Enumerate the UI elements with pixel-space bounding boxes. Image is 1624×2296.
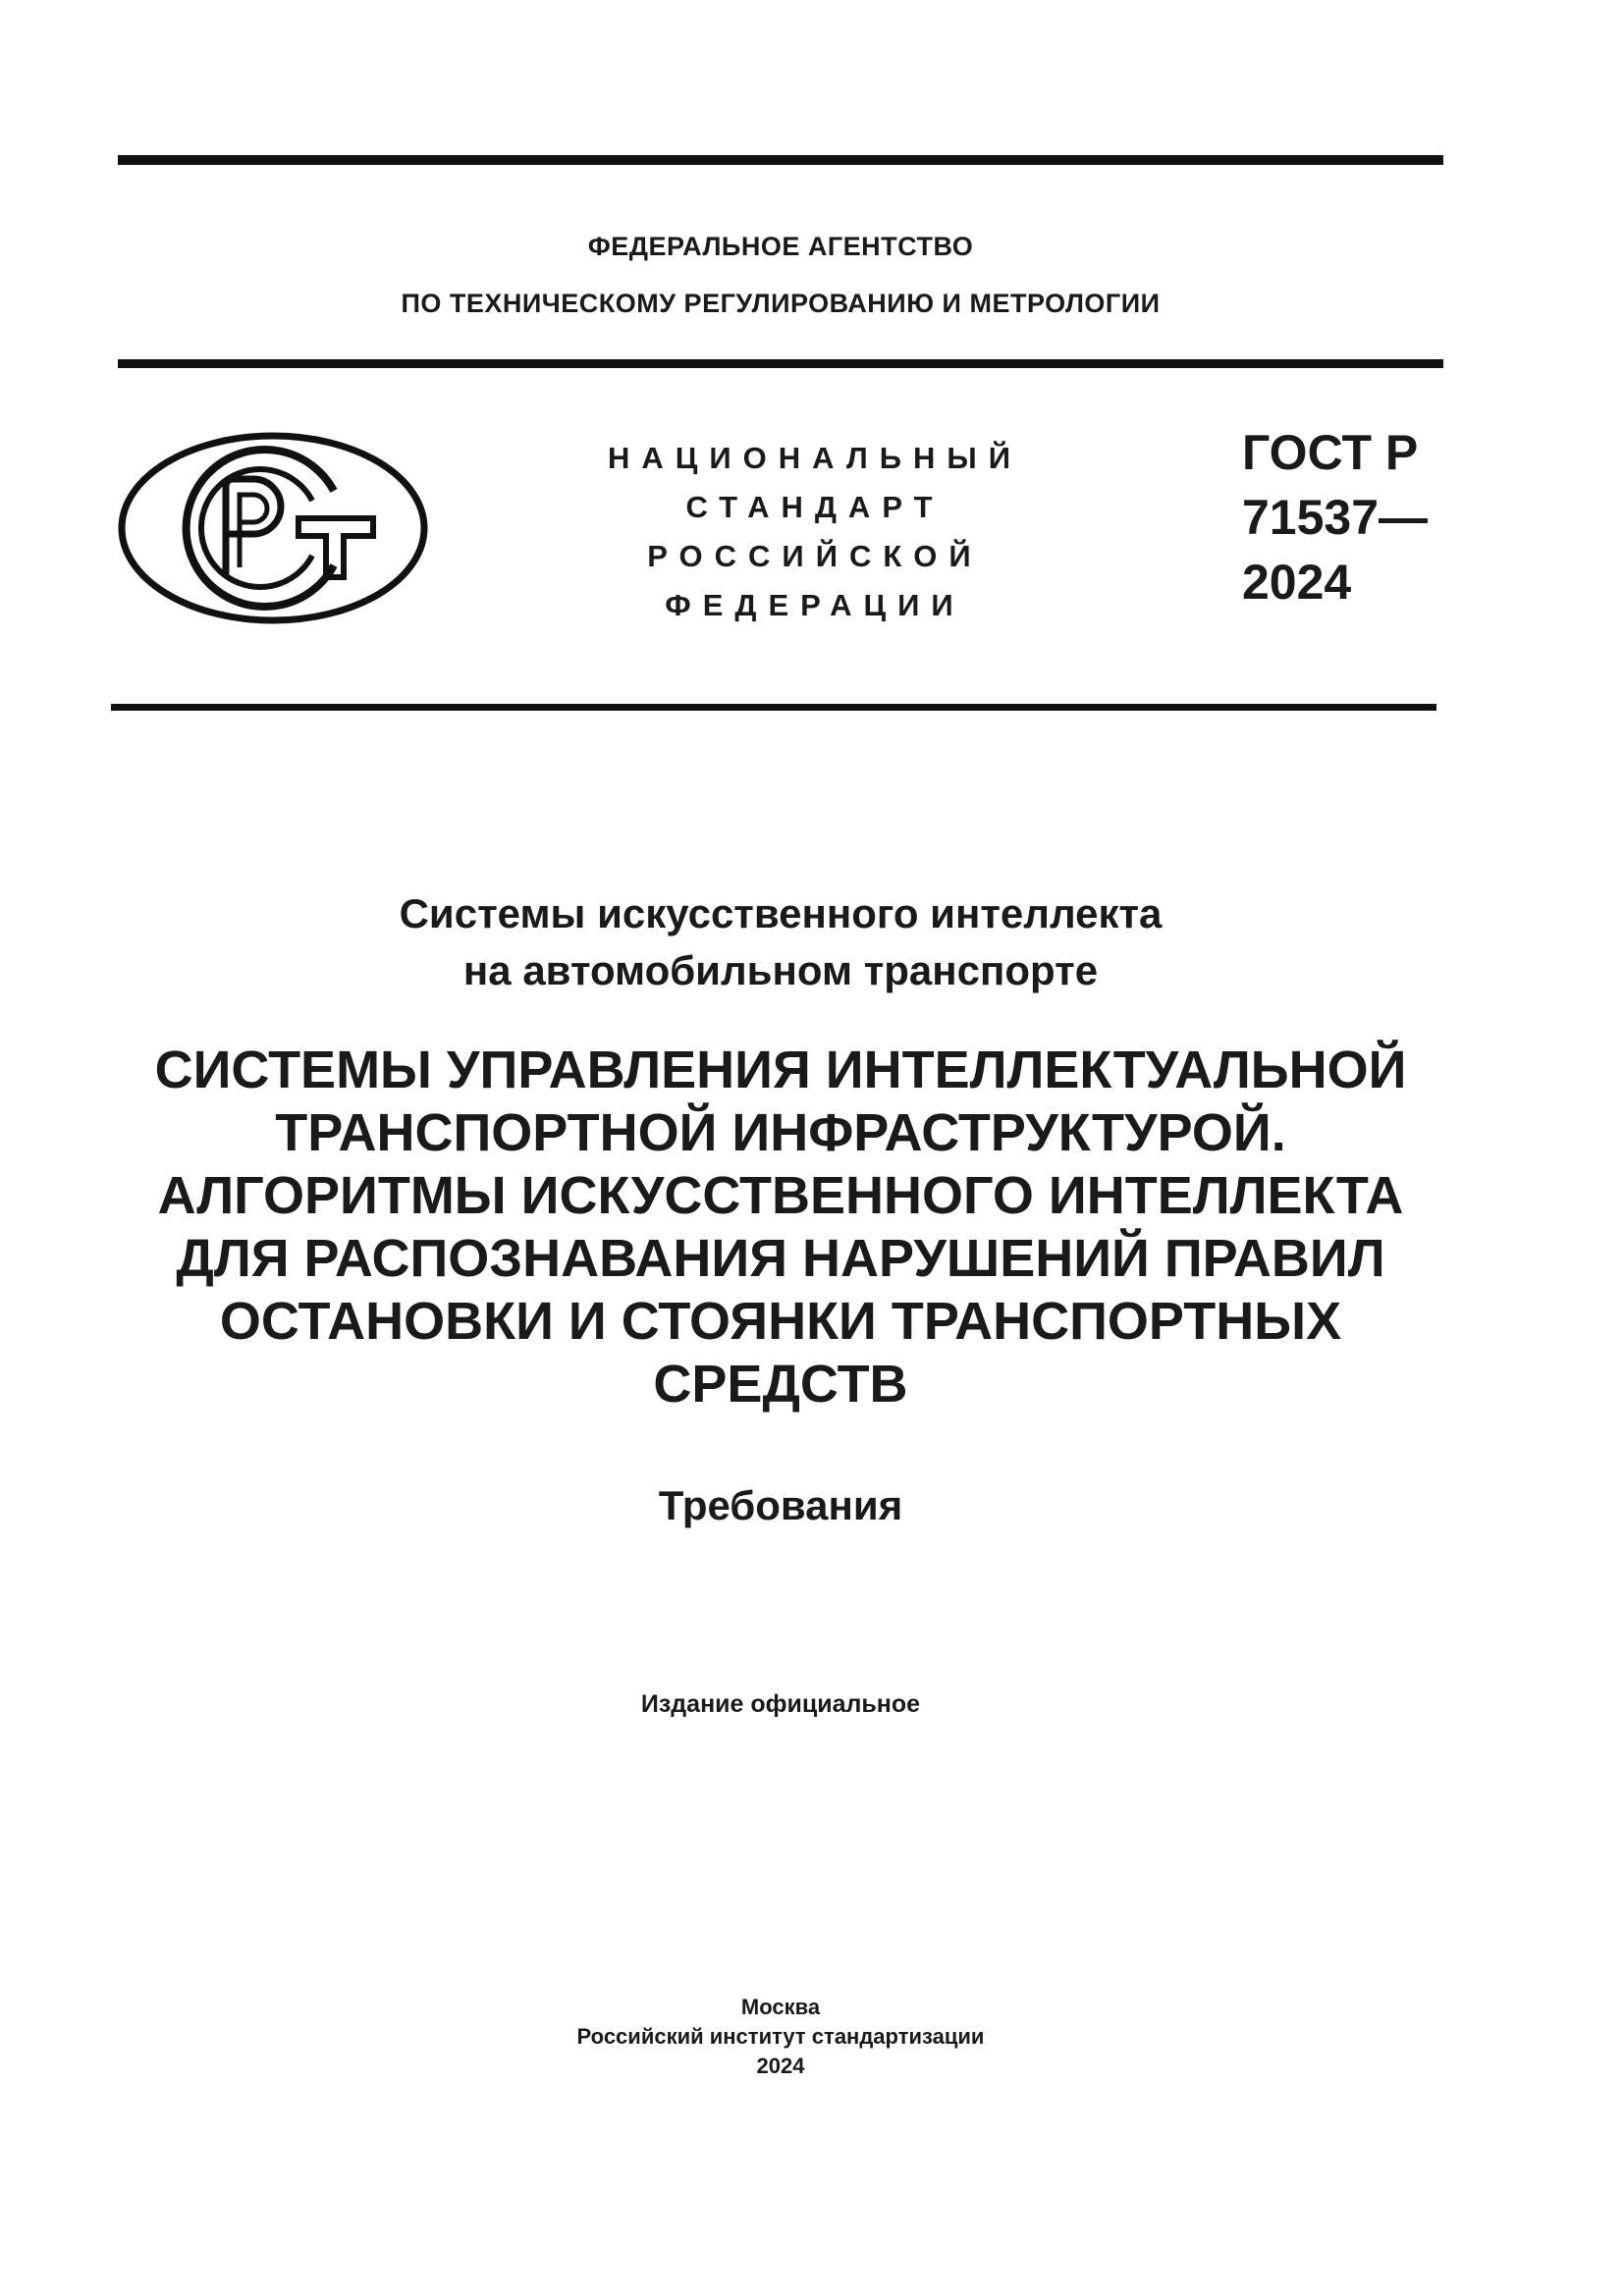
edition-label: Издание официальное bbox=[640, 1690, 921, 1718]
designation-line: 71537— bbox=[1242, 490, 1429, 545]
imprint bbox=[0, 1993, 1561, 2081]
title-line: СИСТЕМЫ УПРАВЛЕНИЯ ИНТЕЛЛЕКТУАЛЬНОЙ bbox=[154, 1041, 1407, 1099]
national-standard-line: НАЦИОНАЛЬНЫЙ bbox=[607, 441, 1023, 475]
national-standard-label bbox=[589, 434, 1041, 630]
subtitle-line: Системы искусственного интеллекта bbox=[399, 890, 1163, 936]
title-line: ОСТАНОВКИ И СТОЯНКИ ТРАНСПОРТНЫХ bbox=[219, 1292, 1342, 1351]
agency-line-1: ФЕДЕРАЛЬНОЕ АГЕНТСТВО bbox=[587, 232, 974, 261]
national-standard-line: СТАНДАРТ bbox=[685, 490, 945, 524]
imprint-year: 2024 bbox=[756, 2054, 805, 2078]
designation-line: 2024 bbox=[1242, 555, 1352, 610]
header-bottom-rule bbox=[111, 704, 1436, 711]
national-standard-line: РОССИЙСКОЙ bbox=[647, 539, 983, 573]
title-line: АЛГОРИТМЫ ИСКУССТВЕННОГО ИНТЕЛЛЕКТА bbox=[157, 1166, 1404, 1225]
designation-line: ГОСТ Р bbox=[1242, 425, 1419, 480]
top-rule bbox=[118, 155, 1443, 165]
main-title bbox=[59, 1039, 1502, 1415]
agency-line-2: ПО ТЕХНИЧЕСКОМУ РЕГУЛИРОВАНИЮ И МЕТРОЛОГИИ bbox=[401, 289, 1161, 318]
national-standard-line: ФЕДЕРАЦИИ bbox=[665, 588, 965, 622]
subtitle-line: на автомобильном транспорте bbox=[462, 947, 1099, 993]
subtitle bbox=[0, 885, 1561, 999]
rst-mark-icon bbox=[116, 430, 430, 626]
agency-rule bbox=[118, 359, 1443, 368]
requirements-label: Требования bbox=[658, 1482, 903, 1528]
title-line: СРЕДСТВ bbox=[653, 1355, 908, 1414]
imprint-publisher: Российский институт стандартизации bbox=[576, 2024, 985, 2049]
title-line: ТРАНСПОРТНОЙ ИНФРАСТРУКТУРОЙ. bbox=[275, 1103, 1286, 1162]
title-line: ДЛЯ РАСПОЗНАВАНИЯ НАРУШЕНИЙ ПРАВИЛ bbox=[176, 1229, 1385, 1288]
standard-designation bbox=[1242, 420, 1428, 614]
imprint-city: Москва bbox=[740, 1995, 821, 2019]
